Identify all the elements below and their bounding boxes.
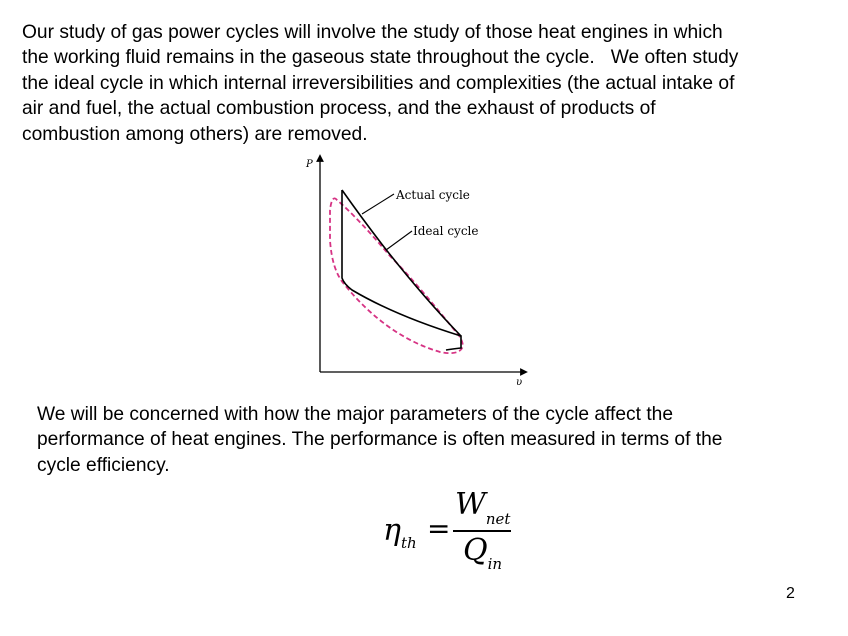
eta-subscript: th [400,534,417,552]
ideal-cycle-leader [386,231,412,250]
eta-symbol: η [383,513,401,548]
work-subscript: net [485,510,511,528]
efficiency-paragraph [37,402,827,478]
intro-line: air and fuel, the actual combustion process, and the exhaust of products of [22,98,656,120]
heat-subscript: in [487,555,503,573]
formula-denominator [463,534,502,572]
work-symbol: W [455,487,486,522]
efficiency-line: We will be concerned with how the major parameters of the cycle affect the [37,404,673,425]
intro-line: the ideal cycle in which internal irreversibilities and complexities (the actual intake of [22,72,735,94]
formula-numerator [455,488,510,526]
ideal-cycle-label: Ideal cycle [413,224,479,238]
thermal-efficiency-formula [383,488,523,578]
actual-cycle-label: Actual cycle [396,188,470,202]
p-axis-label: P [306,159,313,170]
intro-line: combustion among others) are removed. [22,123,368,145]
intro-line: Our study of gas power cycles will involve the study of those heat engines in which [22,22,723,43]
efficiency-line: cycle efficiency. [37,454,170,476]
formula-lhs [383,514,417,552]
intro-paragraph [22,20,840,147]
pv-diagram [296,152,536,390]
v-axis-label: υ [516,377,523,388]
page-number: 2 [786,585,795,602]
fraction-bar [453,530,511,532]
equals-sign: = [427,512,451,545]
actual-cycle-leader [362,194,394,214]
heat-symbol: Q [463,533,488,568]
efficiency-line: performance of heat engines. The performance is often measured in terms of the [37,429,723,451]
intro-line: the working fluid remains in the gaseous state throughout the cycle. We often study [22,47,739,69]
